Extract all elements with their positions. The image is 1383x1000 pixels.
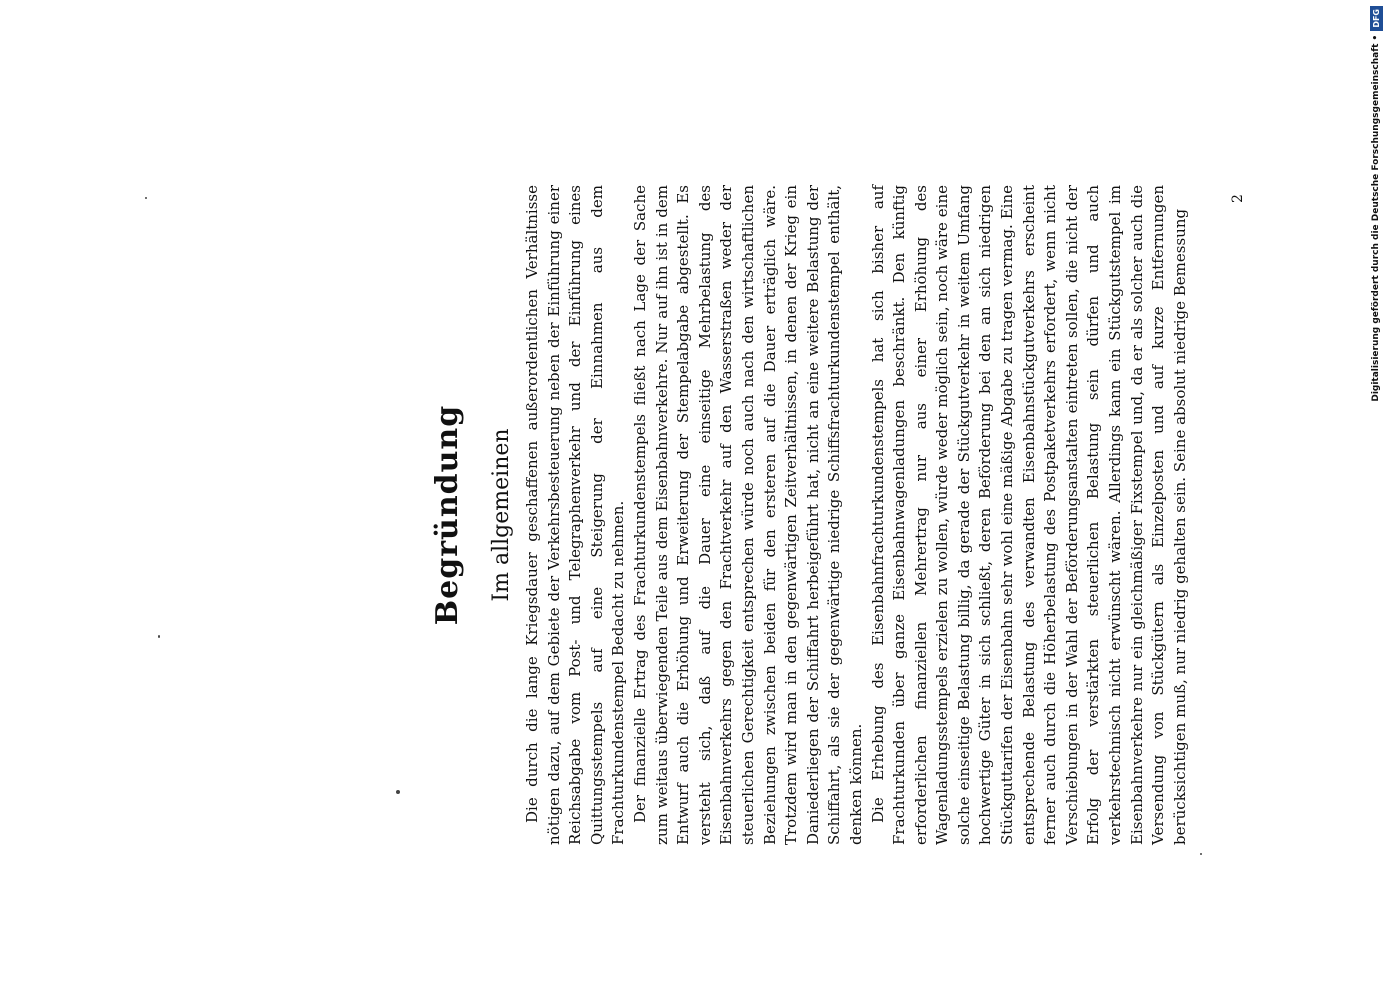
scan-speck (145, 197, 147, 199)
body-text (522, 185, 1191, 845)
page-content (430, 185, 1248, 845)
rotated-page (430, 185, 1248, 845)
page-title: Begründung (430, 404, 465, 626)
scan-speck (396, 790, 400, 794)
dfg-logo: DFG (1370, 6, 1383, 31)
scan-speck (158, 635, 160, 638)
paragraph-2: Der finanzielle Ertrag des Frachturkundenstempels fließt nach Lage der Sache zum weitaus überwiegenden Teile aus dem Eisenbahnverkehre. Nur auf ihn ist in dem Entwurf auch die Erhöhung und Erweiterung der Stempelabgabe abgestellt. Es versteht sich, daß auf die Dauer eine einseitige Mehrbelastung des Eisenbahnverkehrs gegen den Frachtverkehr auf den Wasserstraßen weder der steuerlichen Gerechtigkeit entsprechen würde noch auch nach den wirtschaftlichen Beziehungen zwischen beiden für den ersteren auf die Dauer erträglich wäre. Trotzdem wird man in den gegenwärtigen Zeitverhältnissen, in denen der Krieg ein Daniederliegen der Schiffahrt herbeigeführt hat, nicht an eine weitere Belastung der Schiffahrt, als sie der gegenwärtige niedrige Schiffsfrachturkundenstempel enthält, denken können. (630, 185, 865, 845)
page-number: 2 (1230, 194, 1246, 203)
attribution-text: Digitalisierung gefördert durch die Deutsche Forschungsgemeinschaft • (1371, 34, 1381, 402)
scan-speck (1200, 853, 1202, 855)
paragraph-1: Die durch die lange Kriegsdauer geschaffenen außerordentlichen Verhältnisse nötigen dazu, auf dem Gebiete der Verkehrsbesteuerung neben der Einführung einer Reichsabgabe vom Post- und Telegraphenverkehr und der Einführung eines Quittungsstempels auf eine Steigerung der Einnahmen aus dem Frachturkundenstempel Bedacht zu nehmen. (523, 185, 628, 845)
paragraph-3: Die Erhebung des Eisenbahnfrachturkundenstempels hat sich bisher auf Frachturkunden über ganze Eisenbahnwagenladungen beschränkt. Den künftig erforderlichen finanziellen Mehrertrag nur aus einer Erhöhung des Wagenladungsstempels erzielen zu wollen, würde weder möglich sein, noch wäre eine solche einseitige Belastung billig, da gerade der Stückgutverkehr in weitem Umfang hochwertige Güter in sich schließt, deren Beförderung bei den an sich niedrigen Stückguttarifen der Eisenbahn sehr wohl eine mäßige Abgabe zu tragen vermag. Eine entsprechende Belastung des verwandten Eisenbahnstückgutverkehrs erscheint ferner auch durch die Höherbelastung des Postpaketverkehrs erfordert, wenn nicht Verschiebungen in der Wahl der Beförderungsanstalten eintreten sollen, die nicht der Erfolg der verstärkten steuerlichen Belastung sein dürfen und auch verkehrstechnisch nicht erwünscht wären. Allerdings kann ein Stückgutstempel im Eisenbahnverkehre nur ein gleichmäßiger Fixstempel und, da er als solcher auch die Versendung von Stückgütern als Einzelposten und auf kurze Entfernungen berücksichtigen muß, nur niedrig gehalten sein. Seine absolut niedrige Bemessung (868, 185, 1189, 845)
attribution-strip (1368, 6, 1383, 402)
attribution-rotated (1368, 6, 1383, 402)
section-subtitle: Im allgemeinen (489, 428, 514, 602)
